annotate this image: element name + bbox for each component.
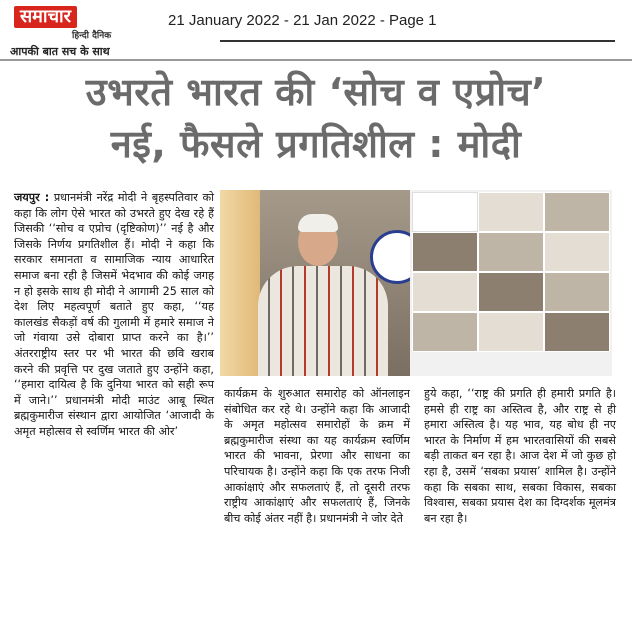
masthead bbox=[0, 0, 632, 62]
video-tile bbox=[412, 272, 478, 312]
dateline: जयपुर : bbox=[14, 191, 50, 204]
video-tile bbox=[478, 312, 544, 352]
video-tile bbox=[478, 192, 544, 232]
video-tile bbox=[478, 232, 544, 272]
video-tile bbox=[412, 232, 478, 272]
hair-shape bbox=[298, 214, 338, 232]
edition-date: 21 January 2022 - 21 Jan 2022 - Page 1 bbox=[168, 12, 437, 29]
tagline: आपकी बात सच के साथ bbox=[10, 45, 110, 58]
video-tile bbox=[544, 272, 610, 312]
header-divider bbox=[0, 59, 632, 61]
video-tile bbox=[412, 312, 478, 352]
video-tile bbox=[478, 272, 544, 312]
video-tile bbox=[412, 192, 478, 232]
newspaper-logo bbox=[14, 6, 136, 42]
column-1-text: प्रधानमंत्री नरेंद्र मोदी ने बृहस्पतिवार को कहा कि लोग ऐसे भारत को उभरते हुए देख रहे हैं जिसकी ‘‘सोच व एप्रोच (दृष्टिकोण)’’ नई है और जिसके निर्णय प्रगतिशील हैं। मोदी ने कहा कि सरकार समानता व सामाजिक न्याय आधारित समाज बना रही है जिसमें भेदभाव की कोई जगह न हो इसके साथ ही मोदी ने आगामी 25 साल को देश लिए महत्वपूर्ण बताते हुए कहा, ‘‘यह कालखंड सैकड़ों वर्ष की गुलामी में हमारे समाज ने जो गंवाया उसे दोबारा प्राप्त करने का है।’’ अंतरराष्ट्रीय स्तर पर भी भारत की छवि खराब करने की प्रवृत्ति पर दुख जताते हुए उन्होंने कहा, ‘‘हमारा दायित्व है कि दुनिया भारत को सही रूप में जाने।’’ प्रधानमंत्री मोदी माउंट आबू स्थित ब्रह्मकुमारीज संस्थान द्वारा आयोजित ‘आजादी के अमृत महोत्सव से स्वर्णिम भारत की ओर’ bbox=[14, 191, 214, 438]
logo-text: समाचार bbox=[14, 6, 77, 28]
news-photo bbox=[220, 190, 612, 376]
headline bbox=[14, 66, 618, 170]
headline-line-2: नई, फैसले प्रगतिशील : मोदी bbox=[110, 122, 522, 166]
speaker-frame bbox=[220, 190, 410, 376]
article-column-2: कार्यक्रम के शुरुआत समारोह को ऑनलाइन संबोधित कर रहे थे। उन्होंने कहा कि आजादी के अमृत महोत्सव समारोहों के क्रम में ब्रह्मकुमारीज संस्था का यह कार्यक्रम स्वर्णिम भारत की भावना, प्रेरणा और साधना का परिचायक है। उन्होंने कहा कि एक तरफ निजी आकांक्षाएं और सफलताएं हैं, तो दूसरी तरफ राष्ट्रीय आकांक्षाएं और सफलताएं हैं, जिनके बीच कोई अंतर नहीं है। प्रधानमंत्री ने जोर देते bbox=[224, 387, 410, 525]
shawl-shape bbox=[258, 266, 388, 376]
logo-subtitle: हिन्दी दैनिक bbox=[72, 31, 112, 41]
video-tile bbox=[544, 312, 610, 352]
video-tile bbox=[544, 232, 610, 272]
header-rule bbox=[220, 40, 615, 42]
article-column-1 bbox=[14, 190, 214, 440]
video-conference-grid bbox=[410, 190, 612, 376]
curtain-shape bbox=[220, 190, 260, 376]
video-tile bbox=[544, 192, 610, 232]
headline-line-1: उभरते भारत की ‘सोच व एप्रोच’ bbox=[85, 70, 547, 114]
article-column-3: हुये कहा, ‘‘राष्ट्र की प्रगति ही हमारी प्रगति है। हमसे ही राष्ट्र का अस्तित्व है, और राष्ट्र से ही हमारा अस्तित्व है। यह भाव, यह बोध ही नए भारत के निर्माण में हम भारतवासियों की सबसे बड़ी ताकत बन रहा है। आज देश में जो कुछ हो रहा है, उसमें ‘सबका प्रयास’ शामिल है। उन्होंने कहा कि सबका साथ, सबका विकास, सबका विश्वास, सबका प्रयास देश का दिग्दर्शक मूलमंत्र बन रहा है। bbox=[424, 387, 616, 525]
